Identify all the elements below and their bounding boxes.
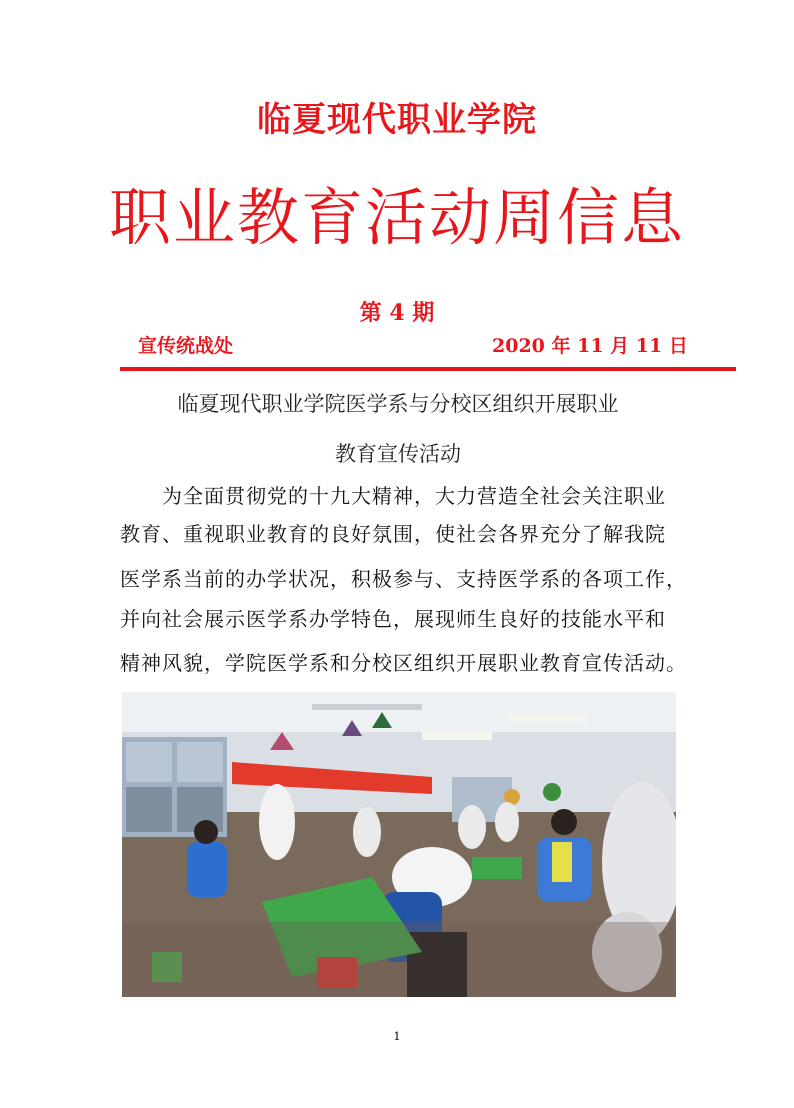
paragraph-line: 医学系当前的办学状况，积极参与、支持医学系的各项工作， — [120, 567, 687, 591]
article-headline-line2: 教育宣传活动 — [335, 442, 461, 466]
paragraph-line: 教育、重视职业教育的良好氛围，使社会各界充分了解我院 — [120, 522, 666, 546]
bulletin-title: 职业教育活动周信息 — [108, 181, 685, 254]
college-name: 临夏现代职业学院 — [257, 100, 537, 140]
header-divider — [120, 367, 736, 371]
department-name: 宣传统战处 — [138, 335, 234, 357]
page-number: 1 — [393, 1030, 401, 1043]
issue-number: 第 4 期 — [359, 300, 435, 326]
event-photo — [122, 692, 676, 997]
paragraph-line: 精神风貌，学院医学系和分校区组织开展职业教育宣传活动。 — [120, 651, 687, 675]
event-photo-illustration — [122, 692, 676, 997]
paragraph-line: 为全面贯彻党的十九大精神，大力营造全社会关注职业 — [162, 484, 666, 508]
paragraph-line: 并向社会展示医学系办学特色，展现师生良好的技能水平和 — [120, 607, 666, 631]
article-headline-line1: 临夏现代职业学院医学系与分校区组织开展职业 — [177, 392, 619, 416]
publish-date: 2020 年 11 月 11 日 — [492, 335, 688, 357]
